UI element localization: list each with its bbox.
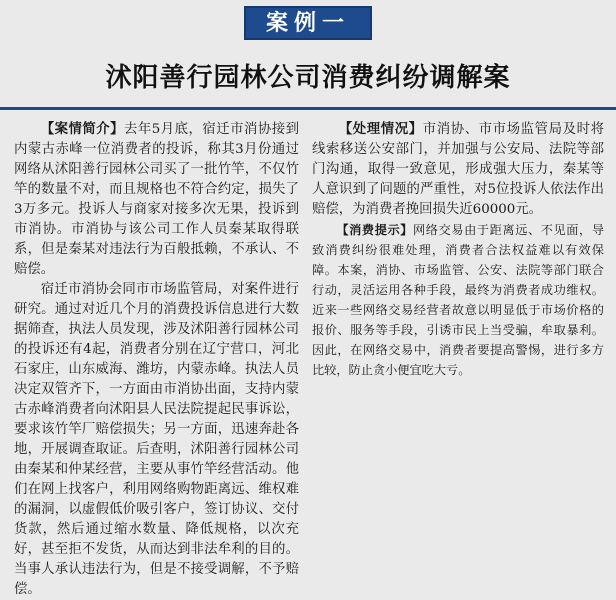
case-banner: 案例一 (244, 6, 372, 40)
tip-label: 【消费提示】 (336, 223, 414, 237)
handling-text: 市消协、市市场监管局及时将线索移送公安部门，并加强与公安局、法院等部门沟通，取得一致意见，形成强大压力，秦某等人意识到了问题的严重性，对5位投诉人依法作出赔偿，为消费者挽回损失近60000元。 (312, 122, 604, 217)
right-column (312, 120, 604, 380)
handling-label: 【处理情况】 (338, 122, 423, 137)
left-column (14, 120, 299, 600)
tip-paragraph (312, 220, 604, 380)
brief-label: 【案情简介】 (40, 122, 125, 137)
handling-paragraph (312, 120, 604, 220)
article-title: 沭阳善行园林公司消费纠纷调解案 (105, 63, 511, 93)
brief-paragraph (14, 120, 299, 280)
title-divider (0, 107, 616, 110)
tip-text: 网络交易由于距离远、不见面，导致消费纠纷很难处理，消费者合法权益难以有效保障。本案，消协、市场监管、公安、法院等部门联合行动，灵活运用各种手段，最终为消费者成功维权。近来一些网络交易经营者故意以明显低于市场价格的报价、服务等手段，引诱市民上当受骗，牟取暴利。因此，在网络交易中，消费者要提高警惕，进行多方比较，防止贪小便宜吃大亏。 (312, 223, 605, 377)
brief-text: 去年5月底，宿迁市消协接到内蒙古赤峰一位消费者的投诉，称其3月份通过网络从沭阳善行园林公司买了一批竹竿，不仅竹竿的数量不对，而且规格也不符合约定，损失了3万多元。投诉人与商家对接多次无果，投诉到市消协。市消协与该公司工作人员秦某取得联系，但是秦某对违法行为百般抵赖，不承认、不赔偿。 (14, 122, 299, 277)
investigation-paragraph: 宿迁市消协会同市市场监管局，对案件进行研究。通过对近几个月的消费投诉信息进行大数据筛查，执法人员发现，涉及沭阳善行园林公司的投诉还有4起，消费者分别在辽宁营口，河北石家庄，山东威海、潍坊，内蒙赤峰。执法人员决定双管齐下，一方面由市消协出面，支持内蒙古赤峰消费者向沭阳县人民法院提起民事诉讼，要求该竹竿厂赔偿损失；另一方面，迅速奔赴各地，开展调查取证。后查明，沭阳善行园林公司由秦某和仲某经营，主要从事竹竿经营活动。他们在网上找客户，利用网络购物距离远、维权难的漏洞，以虚假低价吸引客户，签订协议、交付货款，然后通过缩水数量、降低规格，以次充好，甚至拒不发货，从而达到非法牟利的目的。当事人承认违法行为，但是不接受调解，不予赔偿。 (14, 282, 299, 597)
